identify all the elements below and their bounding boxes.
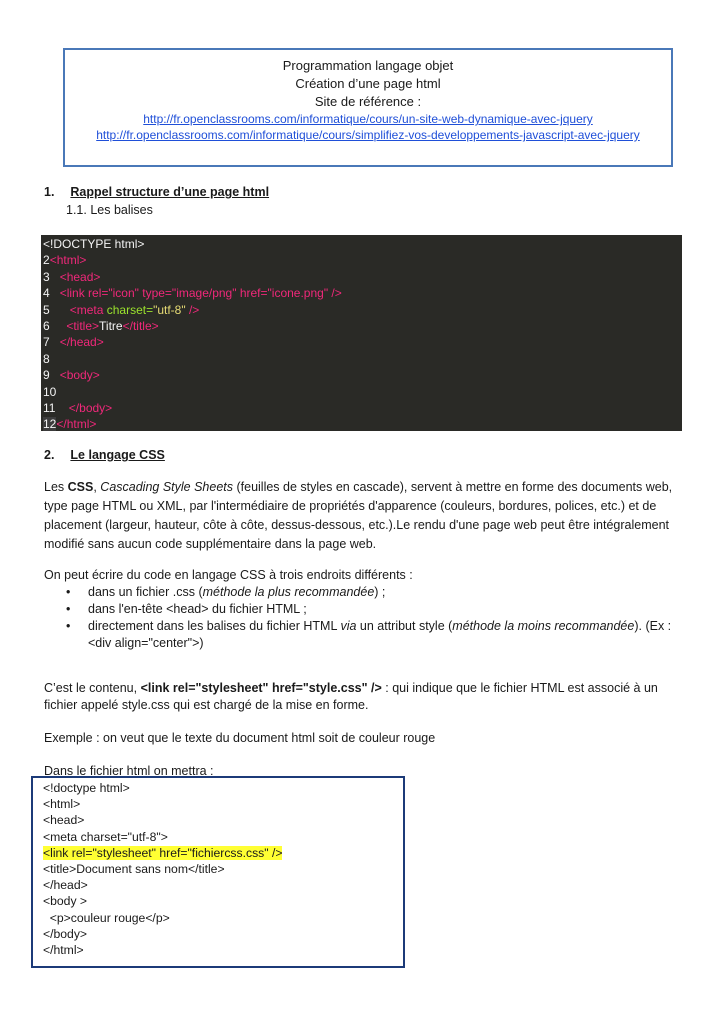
- code-line: 8: [43, 351, 50, 366]
- document-subtitle: Création d’une page html: [295, 76, 441, 91]
- list-item: • dans un fichier .css (méthode la plus recommandée) ;: [44, 584, 676, 601]
- code-line: 2<html>: [43, 253, 87, 268]
- code-line: </body>: [43, 926, 88, 941]
- header-box: [63, 48, 673, 167]
- code-line: <title>Document sans nom</title>: [43, 862, 225, 877]
- code-line: </head>: [43, 878, 88, 893]
- section-1-title: Rappel structure d’une page html: [70, 185, 270, 199]
- code-line: 5 <meta charset="utf-8" />: [43, 302, 200, 317]
- code-line: <head>: [43, 813, 85, 828]
- document-title: Programmation langage objet: [282, 58, 454, 73]
- link-explanation-paragraph: C’est le contenu, <link rel="stylesheet" href="style.css" /> : qui indique que le fichier HTML est associé à un fichier appelé style.css qui est chargé de la mise en forme.: [44, 681, 658, 712]
- code-line: 6 <title>Titre</title>: [43, 319, 159, 334]
- reference-link-2[interactable]: http://fr.openclassrooms.com/informatique/cours/simplifiez-vos-developpements-javascript-avec-jquery: [96, 128, 640, 142]
- html-structure-code-block: [41, 235, 682, 431]
- example-paragraph: Exemple : on veut que le texte du document html soit de couleur rouge: [44, 731, 436, 745]
- section-2-title: Le langage CSS: [70, 448, 165, 462]
- code-line: 12</html>: [43, 417, 97, 432]
- subsection-1-1-title: Les balises: [90, 203, 153, 217]
- css-locations-list: [44, 584, 676, 652]
- section-1-heading: [44, 185, 269, 199]
- subsection-1-1-heading: [66, 203, 153, 217]
- subsection-1-1-number: 1.1.: [66, 203, 87, 217]
- code-line: 10: [43, 384, 57, 399]
- code-line: <p>couleur rouge</p>: [43, 910, 170, 925]
- section-2-number: 2.: [44, 448, 55, 462]
- html-example-code-block: [31, 776, 405, 968]
- code-line: 9 <body>: [43, 368, 100, 383]
- list-item: • dans l'en-tête <head> du fichier HTML ;: [44, 601, 676, 618]
- reference-label: Site de référence :: [314, 94, 422, 109]
- code-line: 7 </head>: [43, 335, 104, 350]
- css-locations-paragraph: On peut écrire du code en langage CSS à trois endroits différents :: [44, 568, 413, 582]
- code-line: <meta charset="utf-8">: [43, 829, 168, 844]
- code-line: 4 <link rel="icon" type="image/png" href="icone.png" />: [43, 286, 342, 301]
- reference-link-1[interactable]: http://fr.openclassrooms.com/informatique/cours/un-site-web-dynamique-avec-jquery: [143, 112, 593, 126]
- css-intro-paragraph: Les CSS, Cascading Style Sheets (feuilles de styles en cascade), servent à mettre en forme des documents web, type page HTML ou XML, par l'intermédiaire de propriétés d'apparence (couleurs, bordures, polices, etc.) et de placement (largeur, hauteur, côte à côte, dessus-dessous, etc.).Le rendu d'une page web peut être intégralement modifié sans aucun code supplémentaire dans la page web.: [44, 480, 673, 551]
- section-1-number: 1.: [44, 185, 55, 199]
- html-file-intro: Dans le fichier html on mettra :: [44, 764, 214, 778]
- code-line: <body >: [43, 894, 88, 909]
- code-line: <html>: [43, 797, 81, 812]
- code-line: 11 </body>: [43, 401, 113, 416]
- code-line: </html>: [43, 943, 84, 958]
- section-2-heading: [44, 448, 165, 462]
- code-line: <!doctype html>: [43, 781, 130, 795]
- code-line: <!DOCTYPE html>: [43, 237, 145, 251]
- code-line: 3 <head>: [43, 269, 101, 284]
- list-item: • directement dans les balises du fichier HTML via un attribut style (méthode la moins recommandée). (Ex : <div align="center">): [44, 618, 676, 652]
- code-line: [43, 845, 393, 861]
- highlighted-stylesheet-link: <link rel="stylesheet" href="fichiercss.css" />: [43, 845, 283, 860]
